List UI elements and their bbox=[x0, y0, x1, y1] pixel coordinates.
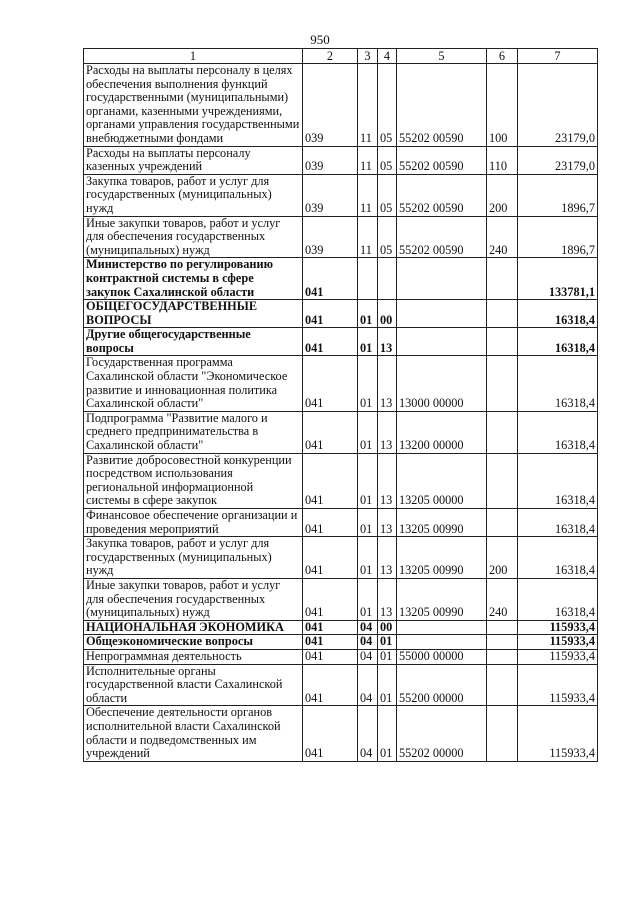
section-code bbox=[358, 258, 378, 300]
table-row bbox=[84, 64, 598, 147]
section-code: 01 bbox=[358, 328, 378, 356]
subsection-code: 05 bbox=[378, 64, 397, 147]
ministry-code: 041 bbox=[303, 635, 358, 650]
subsection-code: 13 bbox=[378, 578, 397, 620]
target-article-code: 55202 00590 bbox=[397, 146, 487, 174]
subsection-code: 13 bbox=[378, 356, 397, 411]
table-row bbox=[84, 578, 598, 620]
item-name: НАЦИОНАЛЬНАЯ ЭКОНОМИКА bbox=[84, 620, 303, 635]
target-article-code bbox=[397, 328, 487, 356]
ministry-code: 041 bbox=[303, 411, 358, 453]
table-row bbox=[84, 509, 598, 537]
ministry-code: 041 bbox=[303, 300, 358, 328]
expense-type-code: 240 bbox=[487, 216, 518, 258]
target-article-code: 55202 00590 bbox=[397, 174, 487, 216]
item-name: Исполнительные органы государственной власти Сахалинской области bbox=[84, 664, 303, 706]
expense-type-code: 200 bbox=[487, 174, 518, 216]
subsection-code: 13 bbox=[378, 453, 397, 508]
ministry-code: 039 bbox=[303, 174, 358, 216]
ministry-code: 041 bbox=[303, 356, 358, 411]
table-row bbox=[84, 328, 598, 356]
amount: 23179,0 bbox=[518, 146, 598, 174]
expense-type-code: 110 bbox=[487, 146, 518, 174]
target-article-code: 13205 00990 bbox=[397, 578, 487, 620]
item-name: Расходы на выплаты персоналу в целях обеспечения выполнения функций государственными (муниципальными) органами, казенными учреждениями, органами управления государственными внебюджетными фондами bbox=[84, 64, 303, 147]
expense-type-code bbox=[487, 453, 518, 508]
item-name: Подпрограмма "Развитие малого и среднего предпринимательства в Сахалинской области" bbox=[84, 411, 303, 453]
amount: 16318,4 bbox=[518, 356, 598, 411]
target-article-code bbox=[397, 620, 487, 635]
table-row bbox=[84, 649, 598, 664]
target-article-code: 13000 00000 bbox=[397, 356, 487, 411]
table-row bbox=[84, 258, 598, 300]
expense-type-code: 200 bbox=[487, 537, 518, 579]
ministry-code: 041 bbox=[303, 578, 358, 620]
column-number-row bbox=[84, 49, 598, 64]
table-row bbox=[84, 356, 598, 411]
item-name: Государственная программа Сахалинской области "Экономическое развитие и инновационная политика Сахалинской области" bbox=[84, 356, 303, 411]
subsection-code: 13 bbox=[378, 537, 397, 579]
amount: 133781,1 bbox=[518, 258, 598, 300]
table-row bbox=[84, 300, 598, 328]
subsection-code: 05 bbox=[378, 174, 397, 216]
item-name: Непрограммная деятельность bbox=[84, 649, 303, 664]
amount: 23179,0 bbox=[518, 64, 598, 147]
target-article-code: 13205 00990 bbox=[397, 509, 487, 537]
amount: 115933,4 bbox=[518, 706, 598, 761]
amount: 1896,7 bbox=[518, 216, 598, 258]
ministry-code: 039 bbox=[303, 146, 358, 174]
section-code: 11 bbox=[358, 146, 378, 174]
subsection-code: 13 bbox=[378, 328, 397, 356]
item-name: Финансовое обеспечение организации и проведения мероприятий bbox=[84, 509, 303, 537]
item-name: ОБЩЕГОСУДАРСТВЕННЫЕ ВОПРОСЫ bbox=[84, 300, 303, 328]
section-code: 04 bbox=[358, 620, 378, 635]
section-code: 04 bbox=[358, 635, 378, 650]
target-article-code bbox=[397, 258, 487, 300]
target-article-code: 13200 00000 bbox=[397, 411, 487, 453]
amount: 16318,4 bbox=[518, 578, 598, 620]
expense-type-code bbox=[487, 328, 518, 356]
amount: 16318,4 bbox=[518, 411, 598, 453]
section-code: 01 bbox=[358, 300, 378, 328]
target-article-code: 55202 00590 bbox=[397, 216, 487, 258]
ministry-code: 039 bbox=[303, 64, 358, 147]
budget-table bbox=[83, 48, 598, 762]
ministry-code: 041 bbox=[303, 258, 358, 300]
subsection-code: 05 bbox=[378, 146, 397, 174]
target-article-code: 55202 00000 bbox=[397, 706, 487, 761]
item-name: Расходы на выплаты персоналу казенных учреждений bbox=[84, 146, 303, 174]
column-number: 2 bbox=[303, 49, 358, 64]
expense-type-code bbox=[487, 706, 518, 761]
amount: 115933,4 bbox=[518, 635, 598, 650]
section-code: 01 bbox=[358, 411, 378, 453]
amount: 115933,4 bbox=[518, 649, 598, 664]
subsection-code: 01 bbox=[378, 635, 397, 650]
ministry-code: 041 bbox=[303, 453, 358, 508]
budget-table-body bbox=[84, 64, 598, 762]
expense-type-code bbox=[487, 300, 518, 328]
subsection-code: 01 bbox=[378, 706, 397, 761]
column-number: 7 bbox=[518, 49, 598, 64]
table-row bbox=[84, 537, 598, 579]
subsection-code: 01 bbox=[378, 649, 397, 664]
column-number: 6 bbox=[487, 49, 518, 64]
expense-type-code: 100 bbox=[487, 64, 518, 147]
ministry-code: 041 bbox=[303, 649, 358, 664]
table-row bbox=[84, 664, 598, 706]
section-code: 01 bbox=[358, 509, 378, 537]
item-name: Закупка товаров, работ и услуг для государственных (муниципальных) нужд bbox=[84, 174, 303, 216]
amount: 16318,4 bbox=[518, 328, 598, 356]
target-article-code: 13205 00000 bbox=[397, 453, 487, 508]
subsection-code: 01 bbox=[378, 664, 397, 706]
section-code: 01 bbox=[358, 578, 378, 620]
expense-type-code bbox=[487, 258, 518, 300]
column-number: 1 bbox=[84, 49, 303, 64]
table-row bbox=[84, 620, 598, 635]
target-article-code: 55000 00000 bbox=[397, 649, 487, 664]
expense-type-code bbox=[487, 635, 518, 650]
section-code: 01 bbox=[358, 356, 378, 411]
section-code: 11 bbox=[358, 64, 378, 147]
section-code: 01 bbox=[358, 453, 378, 508]
amount: 115933,4 bbox=[518, 620, 598, 635]
section-code: 11 bbox=[358, 174, 378, 216]
table-row bbox=[84, 174, 598, 216]
expense-type-code bbox=[487, 620, 518, 635]
subsection-code: 13 bbox=[378, 411, 397, 453]
column-number: 4 bbox=[378, 49, 397, 64]
section-code: 01 bbox=[358, 537, 378, 579]
ministry-code: 041 bbox=[303, 537, 358, 579]
table-row bbox=[84, 706, 598, 761]
amount: 16318,4 bbox=[518, 509, 598, 537]
item-name: Обеспечение деятельности органов исполнительной власти Сахалинской области и подведомственных им учреждений bbox=[84, 706, 303, 761]
subsection-code: 13 bbox=[378, 509, 397, 537]
table-row bbox=[84, 411, 598, 453]
ministry-code: 041 bbox=[303, 664, 358, 706]
expense-type-code bbox=[487, 664, 518, 706]
target-article-code: 13205 00990 bbox=[397, 537, 487, 579]
section-code: 04 bbox=[358, 649, 378, 664]
section-code: 04 bbox=[358, 664, 378, 706]
expense-type-code bbox=[487, 411, 518, 453]
ministry-code: 041 bbox=[303, 706, 358, 761]
amount: 115933,4 bbox=[518, 664, 598, 706]
section-code: 04 bbox=[358, 706, 378, 761]
page-number: 950 bbox=[310, 32, 330, 47]
item-name: Иные закупки товаров, работ и услуг для обеспечения государственных (муниципальных) нужд bbox=[84, 216, 303, 258]
subsection-code: 00 bbox=[378, 620, 397, 635]
expense-type-code bbox=[487, 509, 518, 537]
table-row bbox=[84, 216, 598, 258]
table-row bbox=[84, 146, 598, 174]
target-article-code bbox=[397, 300, 487, 328]
item-name: Развитие добросовестной конкуренции посредством использования региональной информационной системы в сфере закупок bbox=[84, 453, 303, 508]
target-article-code: 55200 00000 bbox=[397, 664, 487, 706]
target-article-code bbox=[397, 635, 487, 650]
table-row bbox=[84, 453, 598, 508]
item-name: Иные закупки товаров, работ и услуг для обеспечения государственных (муниципальных) нужд bbox=[84, 578, 303, 620]
subsection-code: 00 bbox=[378, 300, 397, 328]
subsection-code: 05 bbox=[378, 216, 397, 258]
column-number: 3 bbox=[358, 49, 378, 64]
ministry-code: 041 bbox=[303, 620, 358, 635]
item-name: Закупка товаров, работ и услуг для государственных (муниципальных) нужд bbox=[84, 537, 303, 579]
item-name: Министерство по регулированию контрактной системы в сфере закупок Сахалинской области bbox=[84, 258, 303, 300]
amount: 16318,4 bbox=[518, 453, 598, 508]
expense-type-code bbox=[487, 356, 518, 411]
expense-type-code bbox=[487, 649, 518, 664]
ministry-code: 039 bbox=[303, 216, 358, 258]
target-article-code: 55202 00590 bbox=[397, 64, 487, 147]
ministry-code: 041 bbox=[303, 509, 358, 537]
expense-type-code: 240 bbox=[487, 578, 518, 620]
ministry-code: 041 bbox=[303, 328, 358, 356]
amount: 16318,4 bbox=[518, 300, 598, 328]
item-name: Другие общегосударственные вопросы bbox=[84, 328, 303, 356]
section-code: 11 bbox=[358, 216, 378, 258]
amount: 16318,4 bbox=[518, 537, 598, 579]
column-number: 5 bbox=[397, 49, 487, 64]
subsection-code bbox=[378, 258, 397, 300]
amount: 1896,7 bbox=[518, 174, 598, 216]
table-row bbox=[84, 635, 598, 650]
item-name: Общеэкономические вопросы bbox=[84, 635, 303, 650]
